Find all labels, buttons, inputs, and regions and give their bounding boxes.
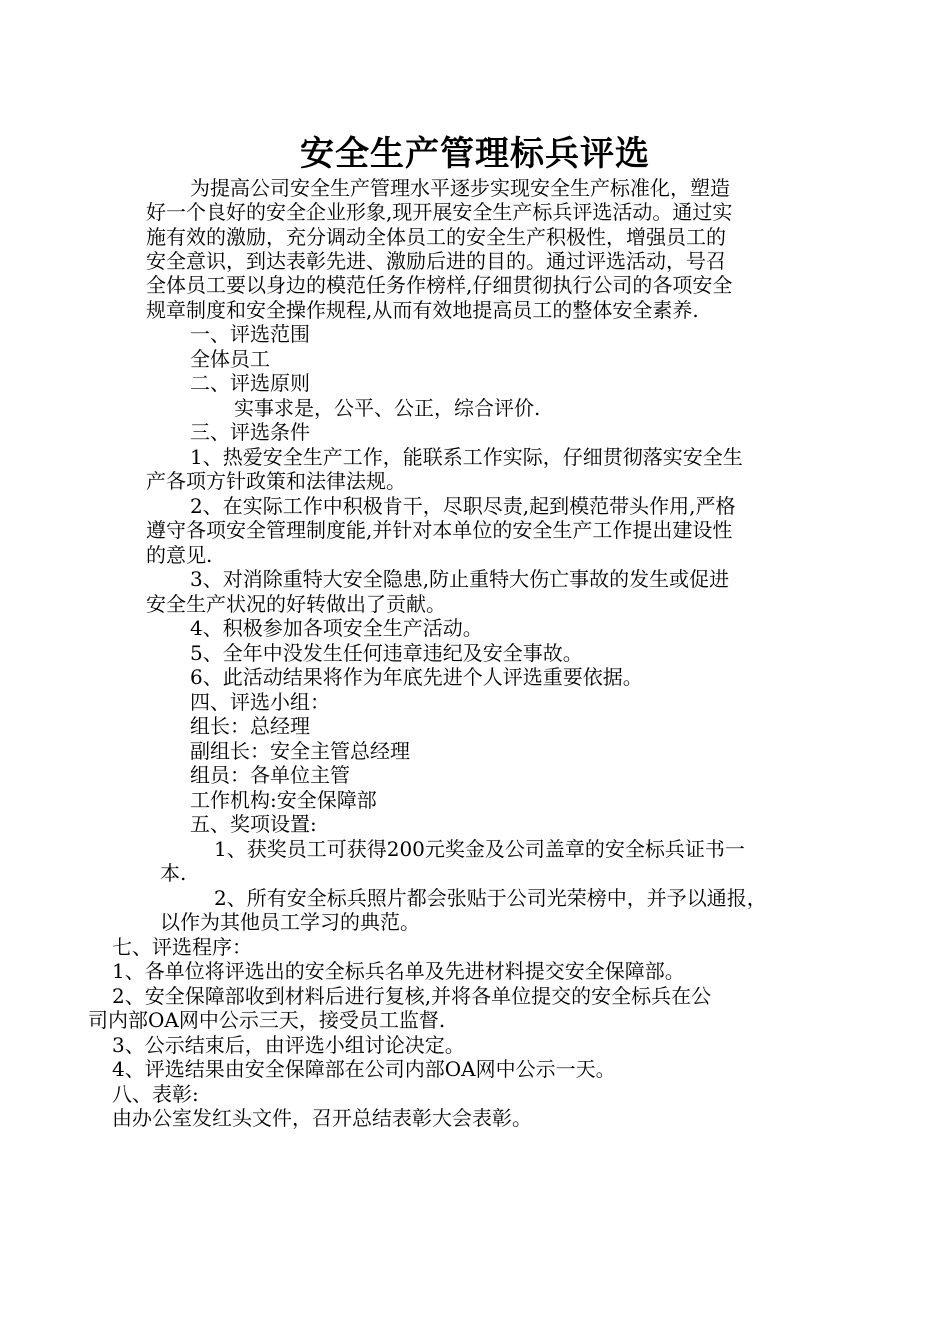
- paragraph-line: 以作为其他员工学习的典范。: [160, 910, 420, 934]
- paragraph-line: 1、获奖员工可获得200元奖金及公司盖章的安全标兵证书一: [214, 837, 745, 861]
- paragraph-line: 4、积极参加各项安全生产活动。: [190, 616, 483, 640]
- paragraph-line: 产各项方针政策和法律法规。: [146, 469, 406, 493]
- paragraph-line: 2、在实际工作中积极肯干，尽职尽责,起到模范带头作用,严格: [190, 494, 736, 518]
- paragraph-line: 组员：各单位主管: [190, 763, 350, 787]
- paragraph-line: 安全意识，到达表彰先进、激励后进的目的。通过评选活动，号召: [146, 249, 726, 273]
- paragraph-line: 1、各单位将评选出的安全标兵名单及先进材料提交安全保障部。: [112, 959, 685, 983]
- paragraph-line: 司内部OA网中公示三天，接受员工监督.: [88, 1008, 446, 1032]
- paragraph-line: 实事求是，公平、公正，综合评价.: [234, 396, 541, 420]
- paragraph-line: 规章制度和安全操作规程,从而有效地提高员工的整体安全素养.: [146, 298, 699, 322]
- paragraph-line: 的意见.: [146, 543, 213, 567]
- section-heading: 一、评选范围: [190, 322, 310, 346]
- paragraph-line: 全体员工: [190, 347, 270, 371]
- section-heading: 二、评选原则: [190, 371, 310, 395]
- paragraph-line: 2、安全保障部收到材料后进行复核,并将各单位提交的安全标兵在公: [112, 984, 712, 1008]
- document-title: 安全生产管理标兵评选: [300, 134, 650, 174]
- paragraph-line: 5、全年中没发生任何违章违纪及安全事故。: [190, 641, 583, 665]
- paragraph-line: 为提高公司安全生产管理水平逐步实现安全生产标准化，塑造: [190, 176, 730, 200]
- section-heading: 七、评选程序：: [112, 935, 252, 959]
- paragraph-line: 全体员工要以身边的模范任务作榜样,仔细贯彻执行公司的各项安全: [146, 273, 733, 297]
- paragraph-line: 施有效的激励，充分调动全体员工的安全生产积极性，增强员工的: [146, 225, 726, 249]
- paragraph-line: 好一个良好的安全企业形象,现开展安全生产标兵评选活动。通过实: [146, 200, 733, 224]
- paragraph-line: 组长：总经理: [190, 714, 310, 738]
- paragraph-line: 遵守各项安全管理制度能,并针对本单位的安全生产工作提出建设性: [146, 518, 733, 542]
- paragraph-line: 由办公室发红头文件，召开总结表彰大会表彰。: [112, 1106, 532, 1130]
- paragraph-line: 本.: [160, 861, 187, 885]
- paragraph-line: 2、所有安全标兵照片都会张贴于公司光荣榜中，并予以通报，: [214, 886, 767, 910]
- section-heading: 三、评选条件: [190, 420, 310, 444]
- paragraph-line: 6、此活动结果将作为年底先进个人评选重要依据。: [190, 665, 643, 689]
- paragraph-line: 副组长：安全主管总经理: [190, 739, 410, 763]
- paragraph-line: 1、热爱安全生产工作，能联系工作实际，仔细贯彻落实安全生: [190, 445, 743, 469]
- section-heading: 八、表彰:: [112, 1082, 199, 1106]
- paragraph-line: 3、公示结束后，由评选小组讨论决定。: [112, 1033, 465, 1057]
- section-heading: 五、奖项设置:: [190, 812, 317, 836]
- paragraph-line: 3、对消除重特大安全隐患,防止重特大伤亡事故的发生或促进: [190, 567, 730, 591]
- paragraph-line: 安全生产状况的好转做出了贡献。: [146, 592, 446, 616]
- paragraph-line: 4、评选结果由安全保障部在公司内部OA网中公示一天。: [112, 1057, 616, 1081]
- section-heading: 四、评选小组：: [190, 690, 330, 714]
- paragraph-line: 工作机构:安全保障部: [190, 788, 377, 812]
